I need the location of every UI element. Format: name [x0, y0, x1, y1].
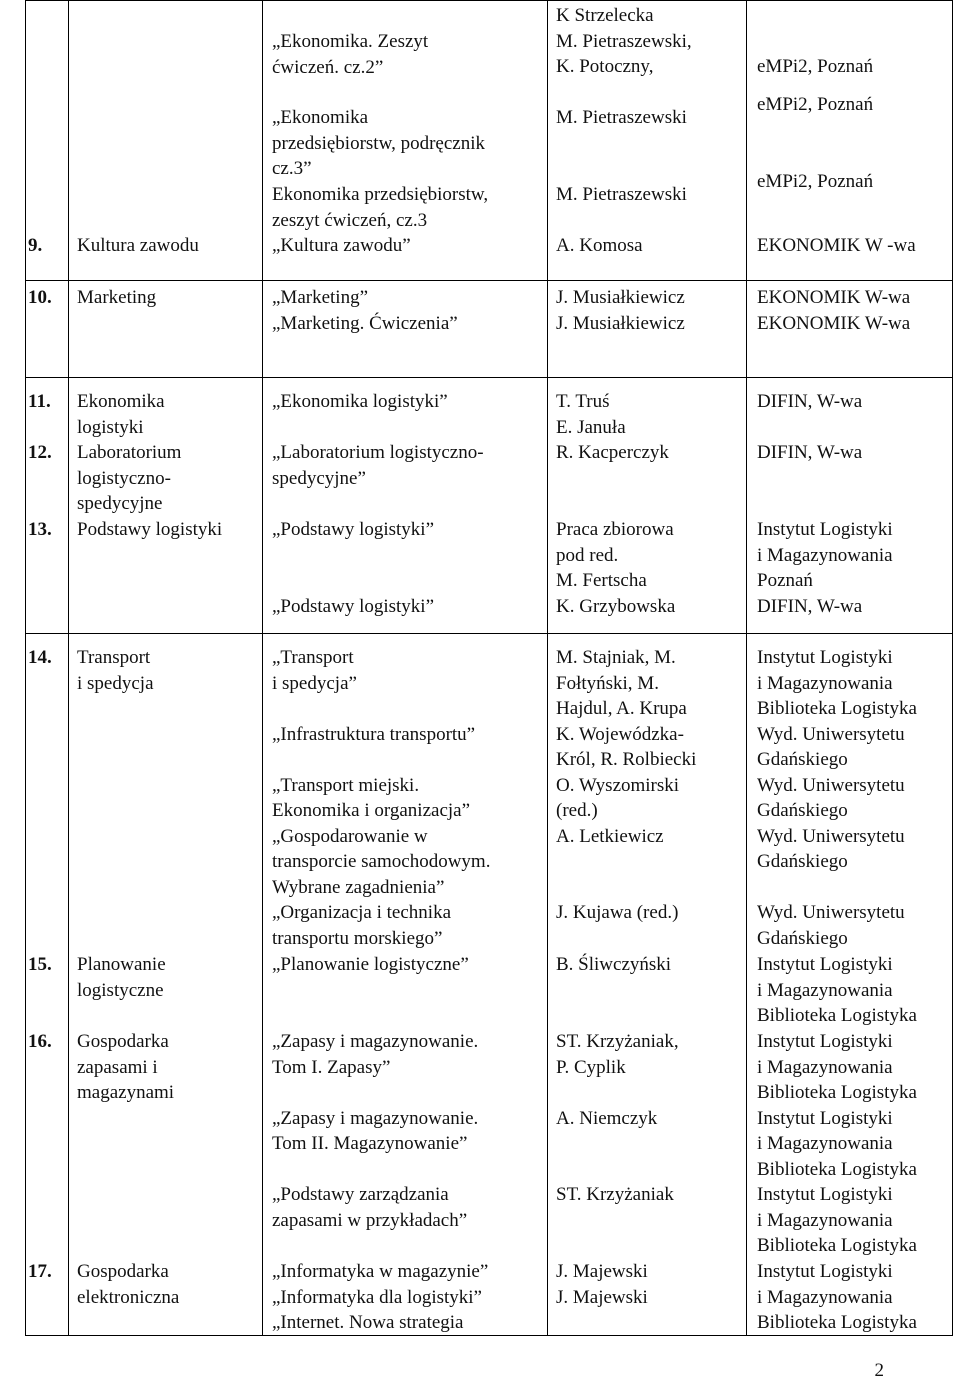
- book-author: J. Musiałkiewicz J. Musiałkiewicz: [556, 287, 685, 334]
- book-author: M. Pietraszewski: [556, 184, 687, 205]
- book-publisher: Instytut Logistyki i Magazynowania Poznań DIFIN, W-wa: [757, 519, 893, 617]
- row-separator: [25, 0, 953, 1]
- column-divider-num: [68, 0, 69, 1336]
- subject-name: Ekonomika logistyki: [77, 391, 165, 438]
- row-number: 12.: [28, 442, 52, 463]
- column-divider-title: [547, 0, 548, 1336]
- row-number: 11.: [28, 391, 51, 412]
- book-title: Ekonomika przedsiębiorstw, zeszyt ćwiczeń, cz.3: [272, 184, 489, 231]
- row-separator: [25, 280, 953, 281]
- column-divider-author: [746, 0, 747, 1336]
- subject-name: Gospodarka elektroniczna: [77, 1261, 180, 1308]
- book-title: „Zapasy i magazynowanie. Tom I. Zapasy” „Zapasy i magazynowanie. Tom II. Magazynowanie” „Podstawy zarządzania zapasami w przykładach”: [272, 1031, 479, 1231]
- book-author: M. Pietraszewski: [556, 107, 687, 128]
- book-title: „Ekonomika. Zeszyt ćwiczeń. cz.2”: [272, 31, 429, 78]
- subject-name: Planowanie logistyczne: [77, 954, 166, 1001]
- book-author: A. Komosa: [556, 235, 643, 256]
- book-author: M. Stajniak, M. Fołtyński, M. Hajdul, A. Krupa K. Wojewódzka- Król, R. Rolbiecki O. Wyszomirski (red.) A. Letkiewicz J. Kujawa (red.): [556, 647, 697, 923]
- book-title: „Ekonomika przedsiębiorstw, podręcznik cz.3”: [272, 107, 485, 179]
- subject-name: Laboratorium logistyczno- spedycyjne: [77, 442, 182, 514]
- book-title: „Podstawy logistyki” „Podstawy logistyki”: [272, 519, 435, 617]
- subject-name: Podstawy logistyki: [77, 519, 223, 540]
- book-title: „Transport i spedycja” „Infrastruktura transportu” „Transport miejski. Ekonomika i organizacja” „Gospodarowanie w transporcie samochodowym. Wybrane zagadnienia” „Organizacja i technika transportu morskiego”: [272, 647, 491, 949]
- book-author: ST. Krzyżaniak, P. Cyplik A. Niemczyk ST. Krzyżaniak: [556, 1031, 679, 1205]
- book-author: Praca zbiorowa pod red. M. Fertscha K. Grzybowska: [556, 519, 676, 617]
- book-title: „Planowanie logistyczne”: [272, 954, 469, 975]
- row-separator: [25, 633, 953, 634]
- row-number: 9.: [28, 235, 43, 256]
- subject-name: Marketing: [77, 287, 157, 308]
- row-number: 17.: [28, 1261, 52, 1282]
- book-publisher: eMPi2, Poznań: [757, 171, 874, 192]
- book-publisher: DIFIN, W-wa: [757, 391, 863, 412]
- book-title: „Ekonomika logistyki”: [272, 391, 448, 412]
- book-publisher: Instytut Logistyki i Magazynowania Biblioteka Logistyka: [757, 954, 917, 1026]
- book-author: J. Majewski J. Majewski: [556, 1261, 648, 1308]
- subject-name: Transport i spedycja: [77, 647, 154, 694]
- book-author: R. Kacperczyk: [556, 442, 669, 463]
- book-publisher: Instytut Logistyki i Magazynowania Biblioteka Logistyka Instytut Logistyki i Magazynowania Biblioteka Logistyka Instytut Logistyki i Magazynowania Biblioteka Logistyka: [757, 1031, 917, 1256]
- book-publisher: DIFIN, W-wa: [757, 442, 863, 463]
- subject-name: Gospodarka zapasami i magazynami: [77, 1031, 175, 1103]
- book-title: „Marketing” „Marketing. Ćwiczenia”: [272, 287, 458, 334]
- book-publisher: eMPi2, Poznań: [757, 56, 874, 77]
- book-title: „Informatyka w magazynie” „Informatyka dla logistyki” „Internet. Nowa strategia: [272, 1261, 489, 1333]
- book-author: K Strzelecka M. Pietraszewski, K. Potoczny,: [556, 5, 692, 77]
- row-number: 16.: [28, 1031, 52, 1052]
- page-number: 2: [874, 1360, 884, 1381]
- book-publisher: eMPi2, Poznań: [757, 94, 874, 115]
- book-publisher: EKONOMIK W-wa EKONOMIK W-wa: [757, 287, 911, 334]
- row-number: 14.: [28, 647, 52, 668]
- table-border-right: [952, 0, 953, 1336]
- book-publisher: Instytut Logistyki i Magazynowania Biblioteka Logistyka Wyd. Uniwersytetu Gdańskiego Wyd. Uniwersytetu Gdańskiego Wyd. Uniwersytetu Gdańskiego Wyd. Uniwersytetu Gdańskiego: [757, 647, 917, 949]
- book-publisher: EKONOMIK W -wa: [757, 235, 916, 256]
- subject-name: Kultura zawodu: [77, 235, 199, 256]
- book-author: B. Śliwczyński: [556, 954, 672, 975]
- book-author: T. Truś E. Januła: [556, 391, 626, 438]
- row-number: 13.: [28, 519, 52, 540]
- row-number: 15.: [28, 954, 52, 975]
- book-publisher: Instytut Logistyki i Magazynowania Biblioteka Logistyka: [757, 1261, 917, 1333]
- table-border-left: [25, 0, 26, 1336]
- book-title: „Kultura zawodu”: [272, 235, 411, 256]
- book-title: „Laboratorium logistyczno- spedycyjne”: [272, 442, 484, 489]
- row-separator: [25, 377, 953, 378]
- row-number: 10.: [28, 287, 52, 308]
- column-divider-subject: [262, 0, 263, 1336]
